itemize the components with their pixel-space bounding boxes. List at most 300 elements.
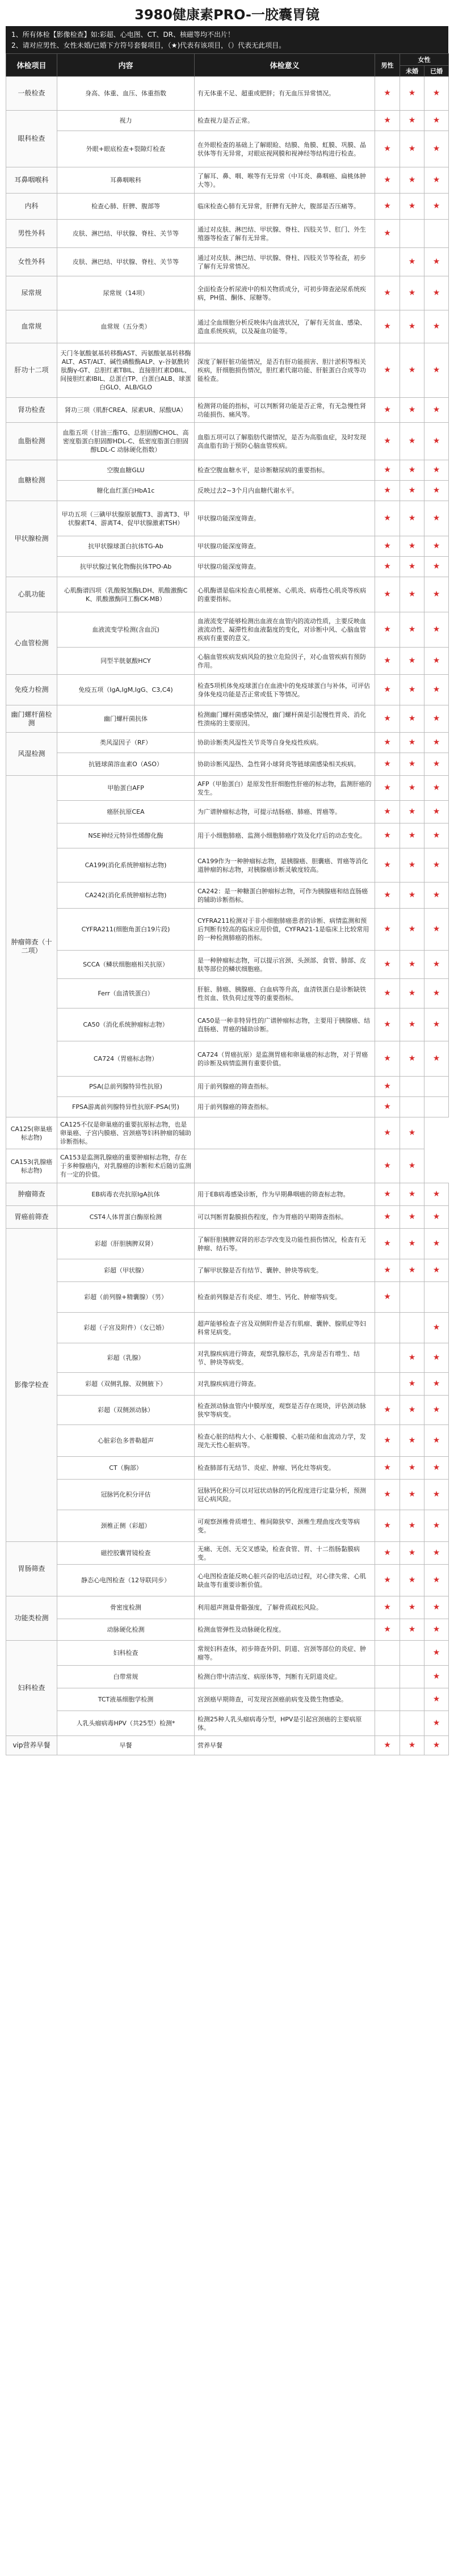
table-row — [6, 577, 449, 612]
meaning-cell: 宫颈癌早期筛查，可发现宫颈癌前病变及微生物感染。 — [195, 1688, 375, 1711]
meaning-cell: 通过对皮肤、淋巴结、甲状腺、脊柱、四肢关节等检查，初步了解有无异常情况。 — [195, 248, 375, 276]
unmarried-mark: ★ — [400, 883, 424, 909]
married-mark: ★ — [424, 1396, 449, 1425]
item-cell: 人乳头瘤病毒HPV（共25型）检测* — [57, 1711, 195, 1736]
married-mark: ★ — [424, 1565, 449, 1596]
unmarried-mark: ★ — [400, 398, 424, 423]
married-mark: ★ — [424, 276, 449, 310]
married-mark: ★ — [424, 1641, 449, 1666]
table-row — [6, 1396, 449, 1425]
category-cell: 眼科检查 — [6, 111, 57, 167]
male-mark — [375, 1373, 400, 1396]
married-mark: ★ — [424, 848, 449, 883]
meaning-cell: 可观察颈椎骨质增生、椎间隙狭窄、颈椎生理曲度改变等病变。 — [195, 1510, 375, 1542]
meaning-cell: 冠脉钙化积分可以对冠状动脉的钙化程度进行定量分析，预测冠心病风险。 — [195, 1480, 375, 1510]
meaning-cell: 常规妇科查体，初步筛查外阴、阴道、宫颈等部位的炎症、肿瘤等。 — [195, 1641, 375, 1666]
married-mark: ★ — [424, 823, 449, 848]
item-cell: 彩超（甲状腺） — [57, 1259, 195, 1282]
item-cell: 幽门螺杆菌抗体 — [57, 705, 195, 733]
col-header-category: 体检项目 — [6, 54, 57, 77]
married-mark: ★ — [424, 167, 449, 194]
table-row — [6, 1183, 449, 1206]
meaning-cell: 检测白带中清洁度、病原体等，判断有无阴道炎症。 — [195, 1666, 375, 1688]
table-row — [6, 1373, 449, 1396]
male-mark — [195, 1149, 375, 1183]
unmarried-mark: ★ — [400, 194, 424, 220]
table-row — [6, 1425, 449, 1457]
table-row — [6, 1117, 449, 1149]
item-cell: FPSA游离前列腺特异性抗原F-PSA(男) — [57, 1097, 195, 1117]
meaning-cell: CA50是一种非特异性的广谱肿瘤标志物，主要用于胰腺癌、结直肠癌、胃癌的辅助诊断。 — [195, 1008, 375, 1041]
male-mark: ★ — [375, 423, 400, 460]
married-mark: ★ — [424, 1736, 449, 1755]
unmarried-mark: ★ — [400, 1457, 424, 1480]
unmarried-mark: ★ — [400, 1425, 424, 1457]
package-sheet — [6, 0, 448, 1755]
meaning-cell: 用于前列腺癌的筛查指标。 — [195, 1097, 375, 1117]
married-mark: ★ — [424, 648, 449, 675]
unmarried-mark: ★ — [400, 1008, 424, 1041]
category-cell: 胃肠筛查 — [6, 1542, 57, 1596]
married-mark: ★ — [424, 557, 449, 577]
item-cell: 颈椎正侧（彩超） — [57, 1510, 195, 1542]
item-cell: 白带常规 — [57, 1666, 195, 1688]
unmarried-mark: ★ — [375, 1149, 400, 1183]
category-cell: 妇科检查 — [6, 1641, 57, 1736]
item-cell: 磁控胶囊胃镜检查 — [57, 1542, 195, 1565]
male-mark: ★ — [375, 194, 400, 220]
table-row — [6, 343, 449, 398]
item-cell: Ferr（血清铁蛋白） — [57, 979, 195, 1008]
item-cell: 冠脉钙化积分评估 — [57, 1480, 195, 1510]
meaning-cell: 用于前列腺癌的筛查指标。 — [195, 1077, 375, 1097]
item-cell: 彩超（双侧乳腺、双侧腋下） — [57, 1373, 195, 1396]
item-cell: 糖化血红蛋白HbA1c — [57, 481, 195, 501]
table-row — [6, 675, 449, 705]
table-row — [6, 1565, 449, 1596]
male-mark: ★ — [375, 1619, 400, 1641]
item-cell: 彩超（前列腺+精囊腺）（男） — [57, 1282, 195, 1313]
male-mark: ★ — [375, 167, 400, 194]
married-mark: ★ — [424, 1041, 449, 1077]
meaning-cell: 甲状腺功能深度筛查。 — [195, 536, 375, 557]
unmarried-mark: ★ — [400, 1396, 424, 1425]
male-mark: ★ — [375, 1041, 400, 1077]
item-cell: 皮肤、淋巴结、甲状腺、脊柱、关节等 — [57, 248, 195, 276]
meaning-cell: 检测血管弹性及动脉硬化程度。 — [195, 1619, 375, 1641]
table-row — [6, 705, 449, 733]
unmarried-mark: ★ — [400, 612, 424, 648]
male-mark: ★ — [375, 77, 400, 111]
category-cell: 肿瘤筛查（十二项） — [6, 776, 57, 1117]
col-header-male: 男性 — [375, 54, 400, 77]
male-mark: ★ — [375, 801, 400, 823]
item-cell: NSE神经元特异性烯醇化酶 — [57, 823, 195, 848]
male-mark — [375, 1711, 400, 1736]
item-cell: 抗甲状腺球蛋白抗体TG-Ab — [57, 536, 195, 557]
item-cell: 同型半胱氨酸HCY — [57, 648, 195, 675]
married-mark: ★ — [424, 1425, 449, 1457]
male-mark: ★ — [375, 1282, 400, 1313]
male-mark: ★ — [375, 398, 400, 423]
married-mark: ★ — [424, 343, 449, 398]
married-mark: ★ — [424, 1313, 449, 1343]
meaning-cell: 甲状腺功能深度筛查。 — [195, 557, 375, 577]
col-header-unmarried: 未婚 — [400, 66, 424, 77]
unmarried-mark — [400, 1097, 424, 1117]
male-mark — [375, 1641, 400, 1666]
table-row — [6, 733, 449, 753]
unmarried-mark: ★ — [400, 460, 424, 481]
male-mark: ★ — [375, 675, 400, 705]
married-mark: ★ — [424, 481, 449, 501]
unmarried-mark: ★ — [400, 648, 424, 675]
category-cell: 一般检查 — [6, 77, 57, 111]
married-mark: ★ — [424, 1229, 449, 1259]
meaning-cell: 肝脏、肺癌、胰腺癌、白血病等升高，血清铁蛋白是诊断缺铁性贫血、铁负荷过度等的重要指标。 — [195, 979, 375, 1008]
unmarried-mark: ★ — [400, 733, 424, 753]
unmarried-mark: ★ — [400, 1183, 424, 1206]
table-row — [6, 1480, 449, 1510]
category-cell: 肾功检查 — [6, 398, 57, 423]
category-cell: 肝功十二项 — [6, 343, 57, 398]
male-mark: ★ — [375, 557, 400, 577]
male-mark: ★ — [375, 705, 400, 733]
item-cell: 动脉硬化检测 — [57, 1619, 195, 1641]
package-table — [6, 53, 449, 1755]
married-mark — [424, 1077, 449, 1097]
item-cell: 早餐 — [57, 1736, 195, 1755]
unmarried-mark: ★ — [400, 951, 424, 979]
male-mark: ★ — [375, 1077, 400, 1097]
meaning-cell: 检查肺部有无结节、炎症、肿瘤、钙化灶等病变。 — [195, 1457, 375, 1480]
meaning-cell: 通过对皮肤、淋巴结、甲状腺、脊柱、四肢关节、肛门、外生殖器等检查了解有无异常。 — [195, 220, 375, 248]
table-row — [6, 1510, 449, 1542]
table-row — [6, 398, 449, 423]
category-cell: 血常规 — [6, 310, 57, 343]
unmarried-mark — [400, 1282, 424, 1313]
male-mark: ★ — [375, 1396, 400, 1425]
item-cell: 彩超（乳腺） — [57, 1343, 195, 1373]
married-mark: ★ — [424, 131, 449, 167]
item-cell: 肾功三项（肌酐CREA、尿素UR、尿酸UA） — [57, 398, 195, 423]
married-mark: ★ — [424, 1688, 449, 1711]
unmarried-mark: ★ — [400, 1229, 424, 1259]
married-mark: ★ — [424, 111, 449, 131]
male-mark: ★ — [375, 1259, 400, 1282]
col-header-female: 女性 — [400, 54, 449, 66]
unmarried-mark: ★ — [400, 1041, 424, 1077]
unmarried-mark — [400, 1641, 424, 1666]
table-row — [6, 1641, 449, 1666]
item-cell: 心脏彩色多普勒超声 — [57, 1425, 195, 1457]
married-mark: ★ — [424, 753, 449, 776]
married-mark: ★ — [424, 1480, 449, 1510]
unmarried-mark: ★ — [400, 675, 424, 705]
unmarried-mark: ★ — [375, 1117, 400, 1149]
married-mark — [424, 220, 449, 248]
meaning-cell: 是一种肿瘤标志物，可以提示宫颈、头颈部、食管、肺部、皮肤等部位的鳞状细胞癌。 — [195, 951, 375, 979]
unmarried-mark: ★ — [400, 909, 424, 951]
unmarried-mark — [400, 1077, 424, 1097]
table-row — [6, 1666, 449, 1688]
table-row — [6, 883, 449, 909]
unmarried-mark: ★ — [400, 248, 424, 276]
unmarried-mark: ★ — [400, 1510, 424, 1542]
married-mark: ★ — [424, 1259, 449, 1282]
male-mark — [375, 1343, 400, 1373]
meaning-cell: 了解耳、鼻、咽、喉等有无异常（中耳炎、鼻咽癌、扁桃体肿大等）。 — [195, 167, 375, 194]
male-mark: ★ — [375, 1008, 400, 1041]
unmarried-mark: ★ — [400, 753, 424, 776]
married-mark: ★ — [424, 1596, 449, 1619]
table-row — [6, 536, 449, 557]
item-cell: 静态心电图检查（12导联同步） — [57, 1565, 195, 1596]
note-line: 1、所有体检【影像检查】如:彩超、心电图、CT、DR、核磁等均不出片！ — [11, 31, 234, 39]
unmarried-mark: ★ — [400, 131, 424, 167]
meaning-cell: 检测肾功能的指标，可以判断肾功能是否正常，有无急慢性肾功能损伤、痛风等。 — [195, 398, 375, 423]
married-mark: ★ — [424, 423, 449, 460]
table-row — [6, 194, 449, 220]
male-mark: ★ — [375, 979, 400, 1008]
meaning-cell: 心电图检查能反映心脏兴奋的电活动过程，对心律失常、心肌缺血等有重要诊断价值。 — [195, 1565, 375, 1596]
meaning-cell: 在外眼检查的基础上了解眼睑、结膜、角膜、虹膜、巩膜、晶状体等有无异常，对眼底视网膜和视神经等结构进行检查。 — [195, 131, 375, 167]
unmarried-mark: ★ — [400, 979, 424, 1008]
item-cell: 骨密度检测 — [57, 1596, 195, 1619]
table-row — [6, 557, 449, 577]
meaning-cell: 心肌酶谱是临床检查心肌梗塞、心肌炎、病毒性心肌炎等疾病的重要指标。 — [195, 577, 375, 612]
male-mark — [375, 1313, 400, 1343]
meaning-cell: 甲状腺功能深度筛查。 — [195, 501, 375, 536]
table-row — [6, 1619, 449, 1641]
married-mark: ★ — [424, 1666, 449, 1688]
table-row — [6, 1229, 449, 1259]
category-cell: 耳鼻咽喉科 — [6, 167, 57, 194]
category-cell: 血糖检测 — [6, 460, 57, 501]
meaning-cell: 了解甲状腺是否有结节、囊肿、肿块等病变。 — [195, 1259, 375, 1282]
item-cell: 免疫五项（IgA,IgM,IgG、C3,C4) — [57, 675, 195, 705]
unmarried-mark: ★ — [400, 1259, 424, 1282]
unmarried-mark: ★ — [400, 801, 424, 823]
unmarried-mark — [400, 1313, 424, 1343]
male-mark: ★ — [375, 776, 400, 801]
table-row — [6, 1206, 449, 1229]
table-row — [6, 1736, 449, 1755]
meaning-cell: 检查5项机体免疫球蛋白在血液中的免疫球蛋白与补体，可评估身体免疫功能是否正常或低下等情况。 — [195, 675, 375, 705]
category-cell: 心肌功能 — [6, 577, 57, 612]
unmarried-mark: ★ — [400, 77, 424, 111]
item-cell: 耳鼻咽喉科 — [57, 167, 195, 194]
male-mark: ★ — [375, 1229, 400, 1259]
male-mark: ★ — [375, 1480, 400, 1510]
table-row — [6, 131, 449, 167]
meaning-cell: 全面检查分析尿液中的相关物质成分，可初步筛查泌尿系统疾病，PH值、酮体、尿糖等。 — [195, 276, 375, 310]
category-cell: 风湿检测 — [6, 733, 57, 776]
male-mark: ★ — [375, 1097, 400, 1117]
married-mark: ★ — [424, 612, 449, 648]
item-cell: CYFRA211(细胞角蛋白19片段) — [57, 909, 195, 951]
table-row — [6, 1711, 449, 1736]
male-mark: ★ — [375, 1510, 400, 1542]
unmarried-mark: ★ — [400, 557, 424, 577]
table-row — [6, 1282, 449, 1313]
table-row — [6, 1596, 449, 1619]
married-mark: ★ — [424, 1206, 449, 1229]
meaning-cell: 检查视力是否正常。 — [195, 111, 375, 131]
unmarried-mark: ★ — [400, 823, 424, 848]
meaning-cell: CYFRA211检测对于非小细胞肺癌患者的诊断、病情监测和预后判断有较高的临床应用价值，CYFRA21-1是临床上比较常用的一种检测肺癌的指标。 — [195, 909, 375, 951]
item-cell: 彩超（双侧颈动脉） — [57, 1396, 195, 1425]
item-cell: 妇科检查 — [57, 1641, 195, 1666]
male-mark: ★ — [375, 481, 400, 501]
married-mark: ★ — [424, 1510, 449, 1542]
married-mark: ★ — [424, 577, 449, 612]
category-cell: 免疫力检测 — [6, 675, 57, 705]
item-cell: CA242(消化系统肿瘤标志物) — [57, 883, 195, 909]
male-mark: ★ — [375, 577, 400, 612]
meaning-cell: 协助诊断类风湿性关节炎等自身免疫性疾病。 — [195, 733, 375, 753]
male-mark: ★ — [375, 1565, 400, 1596]
unmarried-mark — [400, 1711, 424, 1736]
table-row — [6, 220, 449, 248]
meaning-cell: 对乳腺疾病进行筛查。 — [195, 1373, 375, 1396]
married-mark: ★ — [424, 801, 449, 823]
item-cell: CA199(消化系统肿瘤标志物) — [57, 848, 195, 883]
meaning-cell: 利用超声测量骨骼强度，了解骨质疏松风险。 — [195, 1596, 375, 1619]
male-mark: ★ — [375, 276, 400, 310]
table-row — [6, 1457, 449, 1480]
married-mark: ★ — [424, 776, 449, 801]
unmarried-mark: ★ — [400, 1480, 424, 1510]
item-cell: 心肌酶谱四项（乳酸脱氢酶LDH、肌酸激酶CK、肌酸激酶同工酶CK-MB） — [57, 577, 195, 612]
category-cell: 甲状腺检测 — [6, 501, 57, 577]
male-mark: ★ — [375, 220, 400, 248]
col-header-meaning: 体检意义 — [195, 54, 375, 77]
notes-box — [6, 26, 448, 53]
unmarried-mark — [400, 1666, 424, 1688]
meaning-cell: 检查心脏的结构大小、心脏瓣膜、心脏功能和血流动力学，发现先天性心脏病等。 — [195, 1425, 375, 1457]
unmarried-mark: ★ — [400, 1736, 424, 1755]
table-row — [6, 1097, 449, 1117]
table-row — [6, 648, 449, 675]
unmarried-mark: ★ — [400, 343, 424, 398]
item-cell: 抗链球菌溶血素O（ASO） — [57, 753, 195, 776]
meaning-cell: 协助诊断风湿热、急性肾小球肾炎等链球菌感染相关疾病。 — [195, 753, 375, 776]
item-cell: 甲胎蛋白AFP — [57, 776, 195, 801]
table-row — [6, 310, 449, 343]
unmarried-mark: ★ — [400, 536, 424, 557]
meaning-cell: CA242：是一种糖蛋白肿瘤标志物，可作为胰腺癌和结直肠癌的辅助诊断指标。 — [195, 883, 375, 909]
table-row — [6, 1077, 449, 1097]
male-mark: ★ — [375, 1183, 400, 1206]
item-cell: 抗甲状腺过氧化物酶抗体TPO-Ab — [57, 557, 195, 577]
meaning-cell: CA724（胃癌抗原）是监测胃癌和卵巢癌的标志物，对于胃癌的诊断及病情监测有重要价值。 — [195, 1041, 375, 1077]
male-mark: ★ — [375, 1596, 400, 1619]
unmarried-mark: ★ — [400, 1596, 424, 1619]
table-row — [6, 77, 449, 111]
item-cell: 彩超（子宫及附件）（女已婚） — [57, 1313, 195, 1343]
married-mark: ★ — [424, 398, 449, 423]
meaning-cell: 检查空腹血糖水平，是诊断糖尿病的重要指标。 — [195, 460, 375, 481]
meaning-cell: CA199作为一种肿瘤标志物，是胰腺癌、胆囊癌、胃癌等消化道肿瘤的标志物，对胰腺癌诊断灵敏度较高。 — [195, 848, 375, 883]
married-mark — [424, 1282, 449, 1313]
meaning-cell: 有无体重不足、超重或肥胖；有无血压异常情况。 — [195, 77, 375, 111]
table-row — [6, 1149, 449, 1183]
meaning-cell: 心脑血管疾病发病风险的独立危险因子，对心血管疾病有预防作用。 — [195, 648, 375, 675]
married-mark: ★ — [424, 1711, 449, 1736]
male-mark: ★ — [375, 612, 400, 648]
married-mark: ★ — [424, 979, 449, 1008]
male-mark: ★ — [375, 951, 400, 979]
meaning-cell: 通过全血细胞分析反映体内血液状况，了解有无贫血、感染、造血系统疾病，以及凝血功能等。 — [195, 310, 375, 343]
married-mark: ★ — [424, 1619, 449, 1641]
table-row — [6, 460, 449, 481]
meaning-cell: 临床检查心肺有无异常，肝脾有无肿大，腹部是否压痛等。 — [195, 194, 375, 220]
table-row — [6, 1688, 449, 1711]
meaning-cell: CA153是监测乳腺癌的重要肿瘤标志物，存在于多种腺癌内，对乳腺癌的诊断和术后随访监测有一定的价值。 — [57, 1149, 195, 1183]
category-cell: 内科 — [6, 194, 57, 220]
married-mark: ★ — [424, 909, 449, 951]
item-cell: 皮肤、淋巴结、甲状腺、脊柱、关节等 — [57, 220, 195, 248]
married-mark: ★ — [424, 1542, 449, 1565]
meaning-cell: CA125不仅是卵巢癌的重要抗原标志物，也是卵巢癌、子宫内膜癌、宫颈癌等妇科肿瘤的辅助诊断指标。 — [57, 1117, 195, 1149]
meaning-cell: 血脂五项可以了解脂肪代谢情况，是否为高脂血症，及时发现高血脂有助于预防心脑血管疾病。 — [195, 423, 375, 460]
item-cell: 尿常规（14项） — [57, 276, 195, 310]
table-row — [6, 979, 449, 1008]
item-cell: CA50（消化系统肿瘤标志物） — [57, 1008, 195, 1041]
unmarried-mark: ★ — [400, 848, 424, 883]
married-mark — [424, 1097, 449, 1117]
unmarried-mark: ★ — [400, 1373, 424, 1396]
item-cell: 血液流变学检测(含血沉) — [57, 612, 195, 648]
item-cell: TCT液基细胞学检测 — [57, 1688, 195, 1711]
meaning-cell: 为广谱肿瘤标志物，可提示结肠癌、肺癌、胃癌等。 — [195, 801, 375, 823]
unmarried-mark: ★ — [400, 111, 424, 131]
unmarried-mark: ★ — [400, 1619, 424, 1641]
item-cell: 彩超（肝胆胰脾双肾） — [57, 1229, 195, 1259]
table-row — [6, 909, 449, 951]
unmarried-mark: ★ — [400, 577, 424, 612]
table-row — [6, 423, 449, 460]
item-cell: CT（胸部） — [57, 1457, 195, 1480]
table-row — [6, 1008, 449, 1041]
married-mark: ★ — [424, 1343, 449, 1373]
married-mark: ★ — [424, 675, 449, 705]
male-mark — [375, 1666, 400, 1688]
unmarried-mark: ★ — [400, 1206, 424, 1229]
table-row — [6, 111, 449, 131]
unmarried-mark: ★ — [400, 1565, 424, 1596]
meaning-cell: 用于小细胞肺癌、监测小细胞肺癌疗效及化疗后的动态变化。 — [195, 823, 375, 848]
item-cell: 检查心肺、肝脾、腹部等 — [57, 194, 195, 220]
category-cell: 血脂检测 — [6, 423, 57, 460]
unmarried-mark: ★ — [400, 276, 424, 310]
married-mark: ★ — [424, 248, 449, 276]
category-cell: 肿瘤筛查 — [6, 1183, 57, 1206]
meaning-cell: 无痛、无创、无交叉感染，检查食管、胃、十二指肠黏膜病变。 — [195, 1542, 375, 1565]
table-row — [6, 1343, 449, 1373]
category-cell: 尿常规 — [6, 276, 57, 310]
unmarried-mark: ★ — [400, 481, 424, 501]
male-mark: ★ — [375, 1457, 400, 1480]
married-mark: ★ — [424, 501, 449, 536]
married-mark: ★ — [424, 705, 449, 733]
male-mark: ★ — [375, 823, 400, 848]
male-mark: ★ — [375, 648, 400, 675]
table-row — [6, 167, 449, 194]
category-cell: 幽门螺杆菌检测 — [6, 705, 57, 733]
col-header-content: 内容 — [57, 54, 195, 77]
